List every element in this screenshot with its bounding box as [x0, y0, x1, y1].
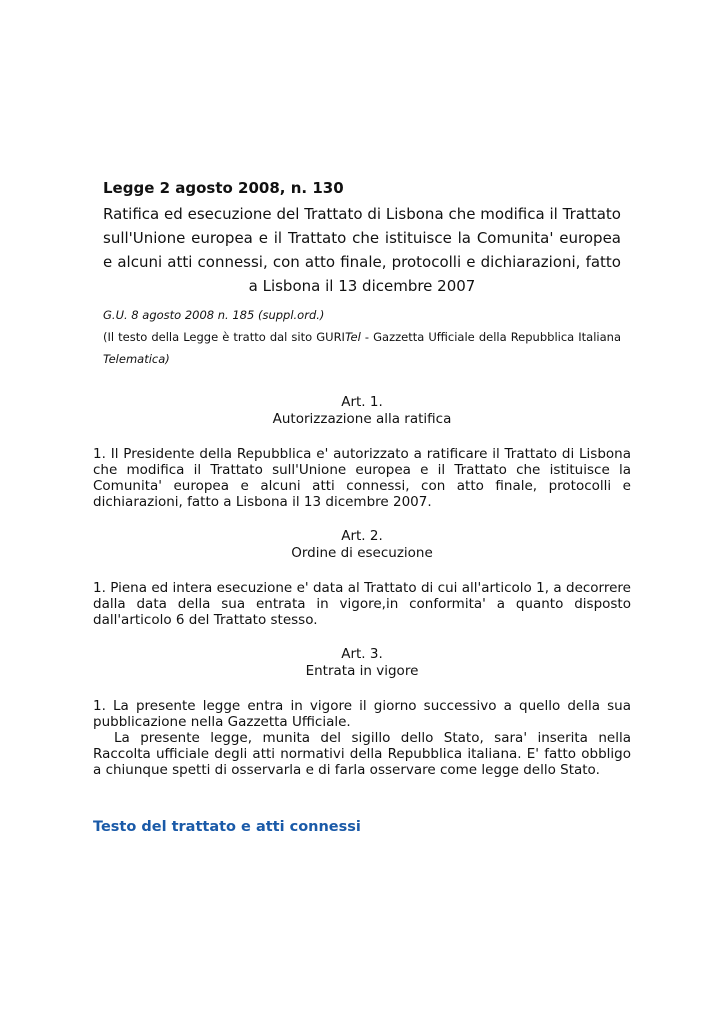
article-3-heading: Art. 3.: [341, 646, 383, 662]
gazette-reference: G.U. 8 agosto 2008 n. 185 (suppl.ord.): [103, 308, 325, 322]
article-2-title: Ordine di esecuzione: [291, 545, 433, 561]
article-2-heading: Art. 2.: [341, 528, 383, 544]
article-3-paragraph-1: 1. La presente legge entra in vigore il giorno successivo a quello della sua pubblicazione nella Gazzetta Ufficiale.: [93, 698, 631, 730]
source-note: [103, 326, 621, 370]
law-subtitle: Ratifica ed esecuzione del Trattato di Lisbona che modifica il Trattato sull'Unione europea e il Trattato che istituisce la Comunita' europea e alcuni atti connessi, con atto finale, protocolli e dichiarazioni, fatto a Lisbona il 13 dicembre 2007: [103, 205, 621, 295]
source-note-italic-1: Tel: [344, 330, 361, 344]
source-note-text-1: (Il testo della Legge è tratto dal sito GURI: [103, 330, 345, 344]
law-body: [93, 394, 631, 796]
article-3-paragraph-2: La presente legge, munita del sigillo dello Stato, sara' inserita nella Raccolta ufficiale degli atti normativi della Repubblica italiana. E' fatto obbligo a chiunque spetti di osservarla e di farla osservare come legge dello Stato.: [93, 730, 631, 778]
law-title: Legge 2 agosto 2008, n. 130: [103, 179, 344, 197]
article-1-heading: Art. 1.: [341, 394, 383, 410]
law-header: [103, 178, 621, 370]
article-2-paragraph-1: 1. Piena ed intera esecuzione e' data al Trattato di cui all'articolo 1, a decorrere dalla data della sua entrata in vigore,in conformita' a quanto disposto dall'articolo 6 del Trattato stesso.: [93, 580, 631, 628]
article-3-title: Entrata in vigore: [305, 663, 419, 679]
article-1-title: Autorizzazione alla ratifica: [272, 411, 452, 427]
article-1-paragraph-1: 1. Il Presidente della Repubblica e' autorizzato a ratificare il Trattato di Lisbona che modifica il Trattato sull'Unione europea e il Trattato che istituisce la Comunita' europea e alcuni atti connessi, con atto finale, protocolli e dichiarazioni, fatto a Lisbona il 13 dicembre 2007.: [93, 446, 631, 510]
treaty-text-link[interactable]: Testo del trattato e atti connessi: [93, 819, 361, 835]
source-note-text-2: - Gazzetta Ufficiale della Repubblica Italiana: [360, 330, 621, 344]
source-note-italic-2: Telematica): [103, 352, 170, 366]
